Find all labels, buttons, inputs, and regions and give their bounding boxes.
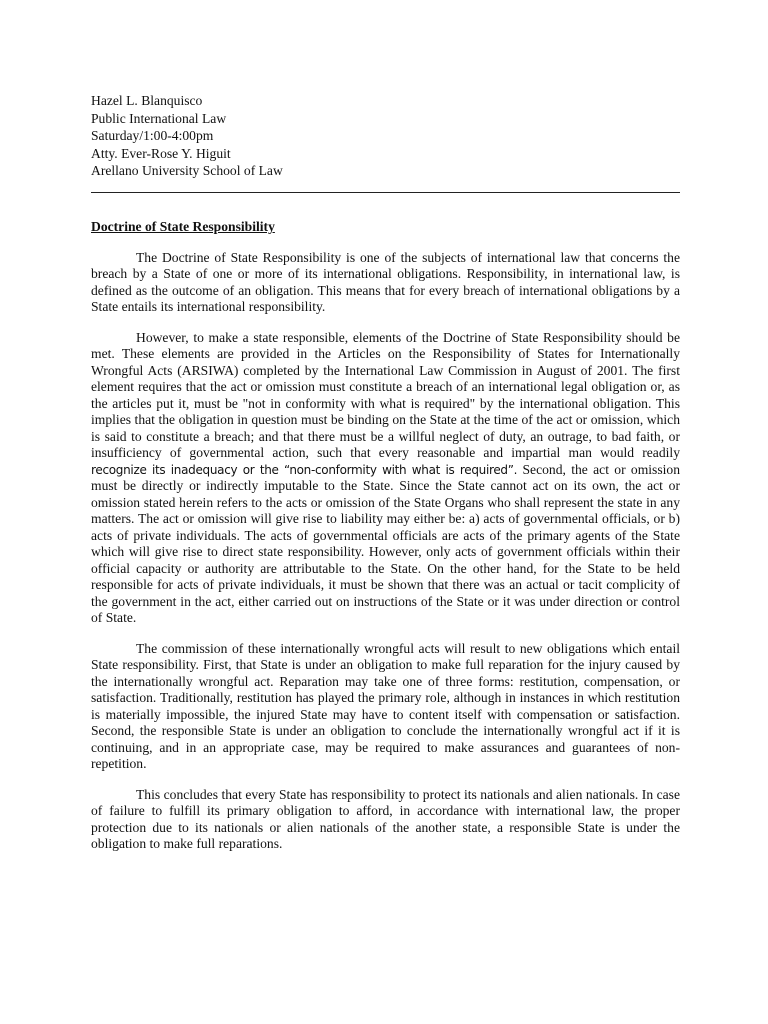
professor-name: Atty. Ever-Rose Y. Higuit: [91, 145, 231, 161]
paragraph-2-quote: recognize its inadequacy or the “non-conformity with what is required”.: [91, 462, 518, 477]
paragraph-2-part-1: However, to make a state responsible, elements of the Doctrine of State Responsibility should be met. These elements are provided in the Articles on the Responsibility of States for Internationally Wrongful Acts (ARSIWA) completed by the International Law Commission in August of 2001. The first element requires that the act or omission must constitute a breach of an international legal obligation or, as the articles put it, must be "not in conformity with what is required" by the international obligation. This implies that the obligation in question must be binding on the State at the time of the act or omission, which is said to constitute a breach; and that there must be a willful neglect of duty, an outrage, to bad faith, or insufficiency of governmental action, such that every reasonable and impartial man would readily: [91, 329, 680, 460]
document-body: [91, 219, 680, 867]
paragraph-2-part-2: Second, the act or omission must be directly or indirectly imputable to the State. Since the State cannot act on its own, the act or omission stated herein refers to the acts or omission of the State Organs who shall represent the state in any matters. The act or omission will give rise to liability may either be: a) acts of governmental officials, or b) acts of private individuals. The acts of governmental officials are acts of the primary agents of the State which will give rise to direct state responsibility. However, only acts of government officials within their official capacity or authority are attributable to the State. On the other hand, for the State to be held responsible for acts of private individuals, it must be shown that there was an actual or tacit complicity of the government in the act, either carried out on instructions of the State or it was under direction or control of State.: [91, 461, 680, 625]
course-name: Public International Law: [91, 110, 227, 126]
paragraph-1: The Doctrine of State Responsibility is one of the subjects of international law that concerns the breach by a State of one or more of its international obligations. Responsibility, in international law, is defined as the outcome of an obligation. This means that for every breach of international obligations by a State entails its international responsibility.: [91, 249, 680, 314]
header-divider: [91, 192, 680, 193]
paragraph-4: This concludes that every State has responsibility to protect its nationals and alien nationals. In case of failure to fulfill its primary obligation to afford, in accordance with international law, the proper protection due to its nationals or alien nationals of the another state, a responsible State is under the obligation to make full reparations.: [91, 786, 680, 851]
paragraph-2: [91, 330, 680, 627]
school-name: Arellano University School of Law: [91, 163, 283, 179]
paragraph-3: The commission of these internationally wrongful acts will result to new obligations which entail State responsibility. First, that State is under an obligation to make full reparation for the injury caused by the internationally wrongful act. Reparation may take one of three forms: restitution, compensation, or satisfaction. Traditionally, restitution has played the primary role, although in instances in which restitution is materially impossible, the injured State may have to content itself with compensation or satisfaction. Second, the responsible State is under an obligation to conclude the internationally wrongful act if it is continuing, and in an appropriate case, may be required to make assurances and guarantees of non-repetition.: [91, 640, 680, 771]
class-schedule: Saturday/1:00-4:00pm: [91, 128, 214, 144]
author-header: [91, 92, 691, 180]
author-name: Hazel L. Blanquisco: [91, 93, 203, 108]
document-title: Doctrine of State Responsibility: [91, 219, 275, 234]
